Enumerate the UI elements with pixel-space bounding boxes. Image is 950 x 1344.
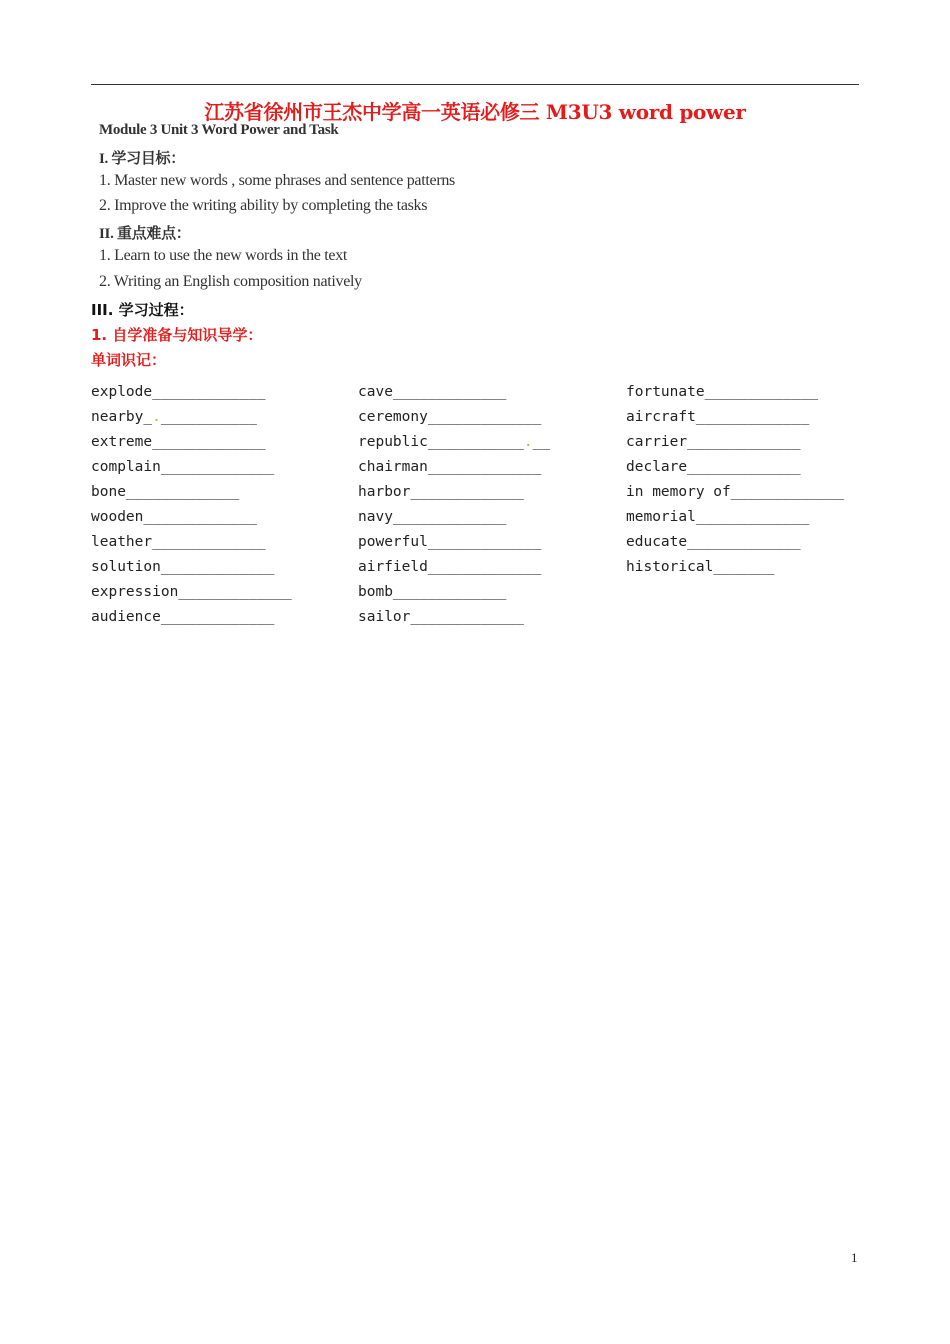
vocab-word: educate_____________ [626,534,801,550]
key-points-heading: II. 重点难点： [99,226,191,242]
vocab-item [358,533,550,558]
vocab-item [91,483,292,508]
vocab-item [91,408,292,433]
objective-1: 1. Master new words , some phrases and sentence patterns [99,172,455,189]
vocab-word: navy_____________ [358,509,507,525]
vocab-item [358,508,550,533]
vocab-column-3 [626,383,844,583]
vocab-item [626,383,844,408]
header-rule [91,84,859,85]
vocab-item [626,483,844,508]
vocab-word: republic___________ [358,434,524,450]
vocab-item [626,433,844,458]
vocab-word: cave_____________ [358,384,507,400]
vocab-word: audience_____________ [91,609,275,625]
vocab-word: complain_____________ [91,459,275,475]
vocab-word: powerful_____________ [358,534,542,550]
vocab-word: bomb_____________ [358,584,507,600]
vocab-item [358,483,550,508]
vocab-item [91,558,292,583]
vocab-item [626,408,844,433]
vocab-word: nearby_ [91,409,153,425]
vocab-column-2 [358,383,550,633]
learning-process-heading: III. 学习过程： [91,301,194,319]
vocab-word: solution_____________ [91,559,275,575]
vocab-item [91,383,292,408]
vocab-item [358,583,550,608]
vocab-item [358,408,550,433]
vocab-word: fortunate_____________ [626,384,819,400]
vocab-word: in memory of_____________ [626,484,845,500]
document-title: 江苏省徐州市王杰中学高一英语必修三 M3U3 word power [204,100,746,124]
objective-2: 2. Improve the writing ability by completing the tasks [99,197,428,214]
vocabulary-heading: 单词识记： [91,351,167,369]
vocab-word: historical_______ [626,559,775,575]
vocab-item [358,558,550,583]
vocab-item [91,533,292,558]
vocab-word: explode_____________ [91,384,266,400]
vocab-item [91,608,292,633]
vocab-dot-mark: . [152,409,161,425]
vocab-blank: __ [532,434,551,450]
vocab-item [358,458,550,483]
vocab-word: aircraft_____________ [626,409,810,425]
key-point-2: 2. Writing an English composition natively [99,273,362,290]
vocab-word: leather_____________ [91,534,266,550]
vocab-word: harbor_____________ [358,484,524,500]
vocab-word: extreme_____________ [91,434,266,450]
vocab-item [626,508,844,533]
page-number: 1 [851,1250,858,1265]
key-point-1: 1. Learn to use the new words in the text [99,247,348,264]
vocab-word: carrier_____________ [626,434,801,450]
module-heading: Module 3 Unit 3 Word Power and Task [99,122,339,138]
vocab-blank: ___________ [160,409,257,425]
vocab-item [91,458,292,483]
vocab-word: ceremony_____________ [358,409,542,425]
vocab-word: chairman_____________ [358,459,542,475]
vocab-item [358,608,550,633]
vocab-item [91,433,292,458]
vocab-word: sailor_____________ [358,609,524,625]
vocab-item [626,458,844,483]
vocab-word: airfield_____________ [358,559,542,575]
vocab-item [358,383,550,408]
vocab-dot-mark: . [523,434,533,450]
vocab-item [358,433,550,458]
vocab-item [626,558,844,583]
vocab-item [626,533,844,558]
vocab-word: bone_____________ [91,484,240,500]
vocab-column-1 [91,383,292,633]
vocab-item [91,508,292,533]
vocab-word: declare_____________ [626,459,801,475]
learning-objectives-heading: I. 学习目标： [99,151,185,167]
vocab-word: wooden_____________ [91,509,257,525]
self-study-heading: 1. 自学准备与知识导学： [91,326,263,344]
vocab-item [91,583,292,608]
vocab-word: memorial_____________ [626,509,810,525]
vocab-word: expression_____________ [91,584,292,600]
